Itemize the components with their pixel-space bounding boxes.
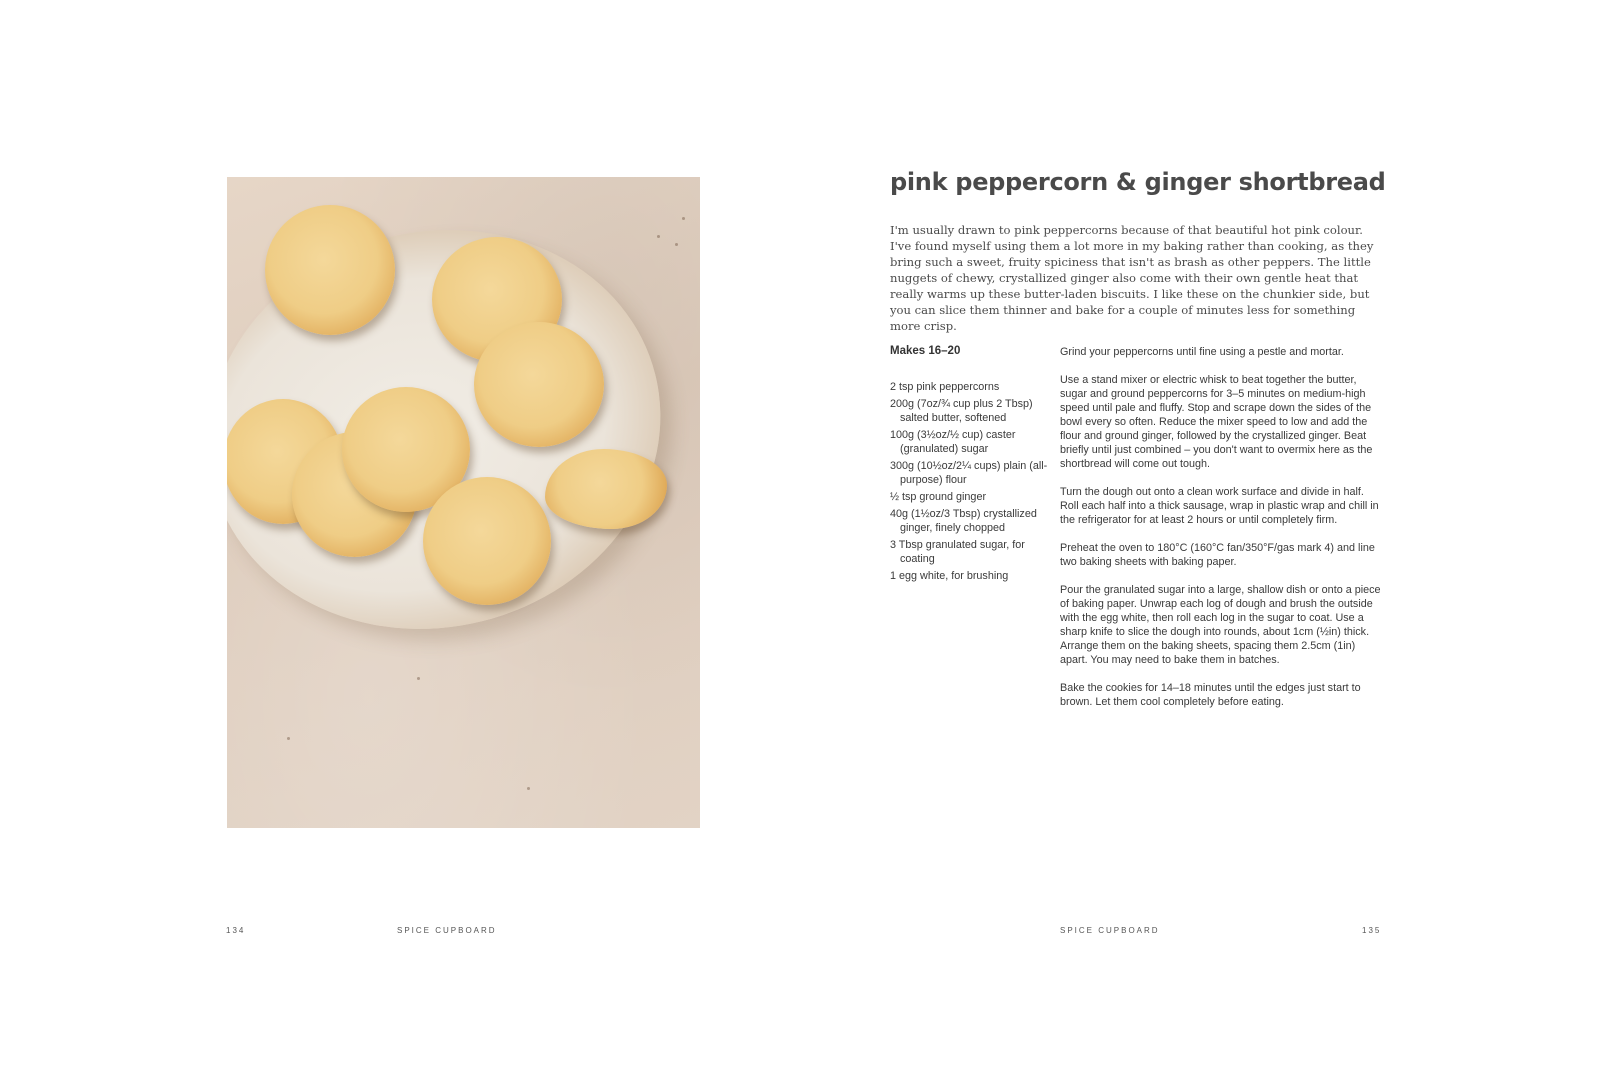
recipe-intro: I'm usually drawn to pink peppercorns because of that beautiful hot pink colour. I've found myself using them a lot more in my baking rather than cooking, as they bring such a sweet, fruity spiciness that isn't as brash as other peppers. The little nuggets of chewy, crystallized ginger also come with their own gentle heat that really warms up these butter-laden biscuits. I like these on the chunkier side, but you can slice them thinner and bake for a couple of minutes less for something more crisp. <box>890 223 1374 333</box>
method-step: Turn the dough out onto a clean work surface and divide in half. Roll each half into a thick sausage, wrap in plastic wrap and chill in the refrigerator for at least 2 hours or until completely firm. <box>1060 486 1379 526</box>
page-number-right: 135 <box>1362 926 1382 935</box>
ingredient-item: 100g (3½oz/½ cup) caster (granulated) sugar <box>890 429 1016 455</box>
ingredient-item: 200g (7oz/¾ cup plus 2 Tbsp) salted butter, softened <box>890 398 1033 424</box>
ingredient-item: 3 Tbsp granulated sugar, for coating <box>890 539 1025 565</box>
recipe-yield: Makes 16–20 <box>890 345 961 357</box>
surface-speck <box>287 737 290 740</box>
running-head-right: SPICE CUPBOARD <box>1060 926 1160 935</box>
method-step: Preheat the oven to 180°C (160°C fan/350°F/gas mark 4) and line two baking sheets with baking paper. <box>1060 542 1375 568</box>
ingredient-item: 2 tsp pink peppercorns <box>890 381 1000 393</box>
ingredient-item: ½ tsp ground ginger <box>890 491 987 503</box>
recipe-title: pink peppercorn & ginger shortbread <box>890 168 1386 196</box>
surface-speck <box>675 243 678 246</box>
surface-speck <box>417 677 420 680</box>
surface-speck <box>527 787 530 790</box>
ingredient-item: 1 egg white, for brushing <box>890 570 1009 582</box>
running-head-left: SPICE CUPBOARD <box>397 926 497 935</box>
surface-speck <box>657 235 660 238</box>
bitten-cookie <box>545 449 667 529</box>
ingredient-list <box>890 380 1055 586</box>
shortbread-photo <box>227 177 700 828</box>
method-step: Grind your peppercorns until fine using a pestle and mortar. <box>1060 346 1344 358</box>
cookie <box>474 322 604 447</box>
ingredient-item: 300g (10½oz/2¼ cups) plain (all-purpose) flour <box>890 460 1048 486</box>
method-step: Use a stand mixer or electric whisk to beat together the butter, sugar and ground peppercorns for 3–5 minutes on medium-high speed until pale and fluffy. Stop and scrape down the sides of the bowl every so often. Reduce the mixer speed to low and add the flour and ground ginger, followed by the crystallized ginger. Beat briefly until just combined – you don't want to overmix here as the shortbread will come out tough. <box>1060 374 1373 470</box>
page-number-left: 134 <box>226 926 246 935</box>
cookie <box>265 205 395 335</box>
method-step: Pour the granulated sugar into a large, shallow dish or onto a piece of baking paper. Unwrap each log of dough and brush the outside with the egg white, then roll each log in the sugar to coat. Use a sharp knife to slice the dough into rounds, about 1cm (½in) thick. Arrange them on the baking sheets, spacing them 2.5cm (1in) apart. You may need to bake them in batches. <box>1060 584 1381 666</box>
method-step: Bake the cookies for 14–18 minutes until the edges just start to brown. Let them cool completely before eating. <box>1060 682 1361 708</box>
surface-speck <box>682 217 685 220</box>
method-steps <box>1060 345 1382 723</box>
ingredient-item: 40g (1½oz/3 Tbsp) crystallized ginger, finely chopped <box>890 508 1037 534</box>
cookie <box>423 477 551 605</box>
